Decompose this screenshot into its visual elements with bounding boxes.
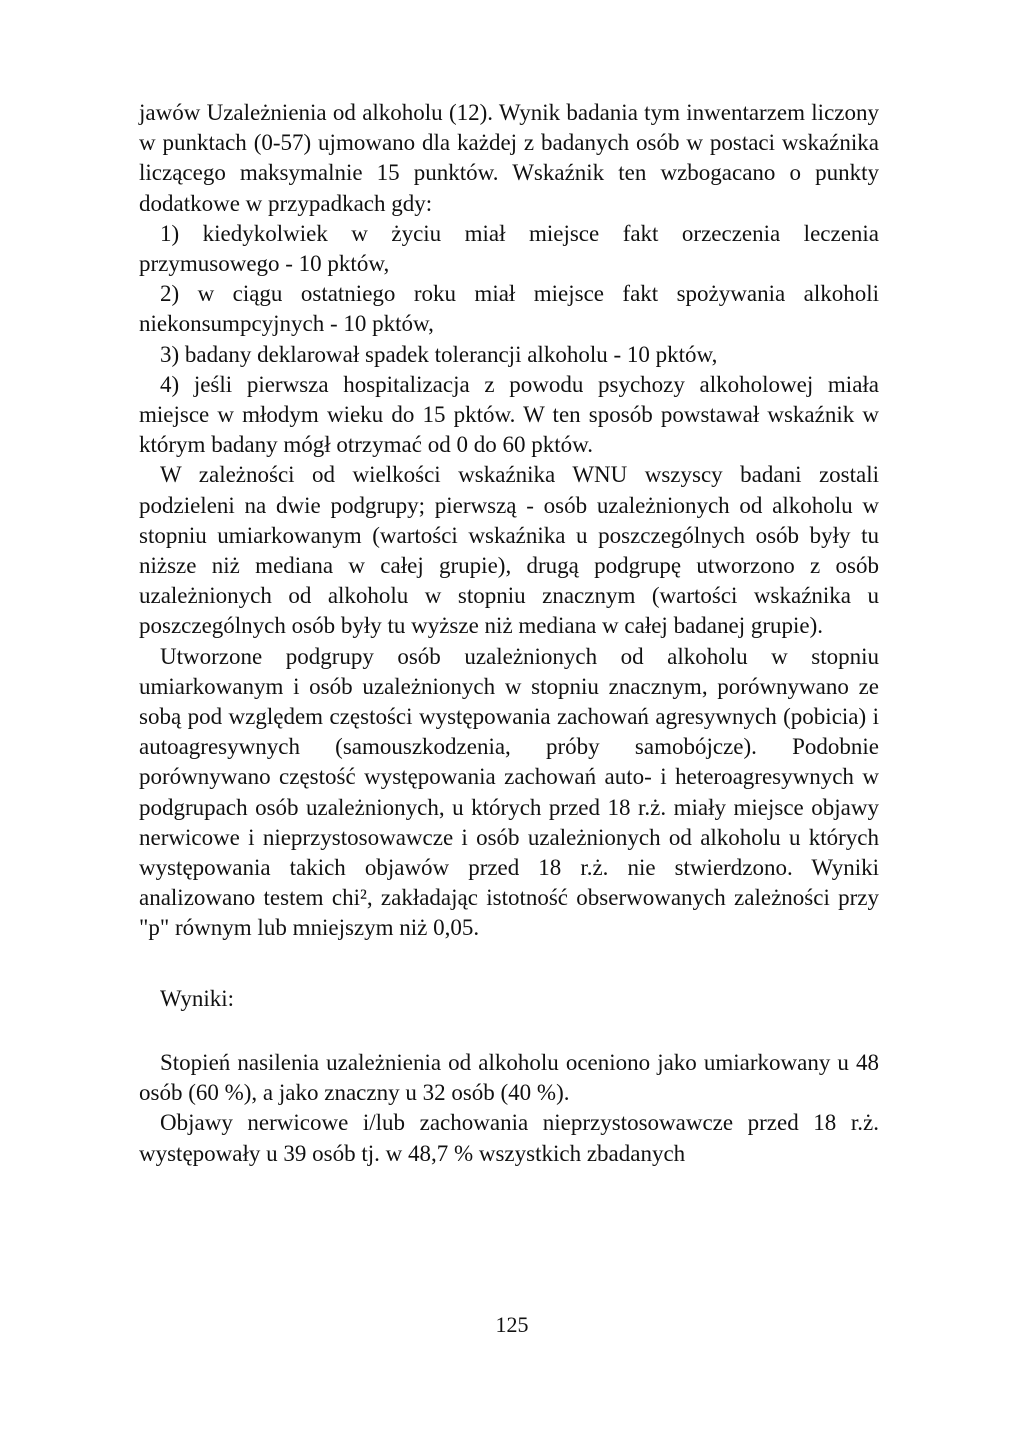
paragraph-results-severity: Stopień nasilenia uzależnienia od alkoholu oceniono jako umiarkowany u 48 osób (60 %), a jako znaczny u 32 osób (40 %). (139, 1049, 879, 1106)
paragraph-subgroups: W zależności od wielkości wskaźnika WNU wszyscy badani zostali podzieleni na dwie podgrupy; pierwszą - osób uzależnionych od alkoholu w stopniu umiarkowanym (wartości wskaźnika u poszczególnych osób były tu niższe niż mediana w całej grupie), drugą podgrupę utworzono z osób uzależnionych od alkoholu w stopniu znacznym (wartości wskaźnika u poszczególnych osób były tu wyższe niż mediana w całej badanej grupie). (139, 462, 879, 639)
page-number: 125 (495, 1312, 529, 1337)
section-heading-results: Wyniki: (160, 985, 234, 1011)
results-section (139, 1048, 879, 1169)
paragraph-methods: Utworzone podgrupy osób uzależnionych od alkoholu w stopniu umiarkowanym i osób uzależnionych w stopniu znacznym, porównywano ze sobą pod względem częstości występowania zachowań agresywnych (pobicia) i autoagresywnych (samouszkodzenia, próby samobójcze). Podobnie porównywano częstość występowania zachowań auto- i heteroagresywnych w podgrupach osób uzależnionych, u których przed 18 r.ż. miały miejsce objawy nerwicowe i nieprzystosowawcze i osób uzależnionych od alkoholu u których występowania takich objawów przed 18 r.ż. nie stwierdzono. Wyniki analizowano testem chi², zakładając istotność obserwowanych zależności przy "p" równym lub mniejszym niż 0,05. (139, 643, 879, 941)
paragraph-results-symptoms: Objawy nerwicowe i/lub zachowania nieprzystosowawcze przed 18 r.ż. występowały u 39 osób tj. w 48,7 % wszystkich zbadanych (139, 1110, 879, 1166)
paragraph-continuation: jawów Uzależnienia od alkoholu (12). Wynik badania tym inwentarzem liczony w punktach (0-57) ujmowano dla każdej z badanych osób w postaci wskaźnika liczącego maksymalnie 15 punktów. Wskaźnik ten wzbogacano o punkty dodatkowe w przypadkach gdy: (139, 100, 879, 216)
list-item-4: 4) jeśli pierwsza hospitalizacja z powodu psychozy alkoholowej miała miejsce w młodym wieku do 15 pktów. W ten sposób powstawał wskaźnik w którym badany mógł otrzymać od 0 do 60 pktów. (139, 371, 879, 458)
list-item-2: 2) w ciągu ostatniego roku miał miejsce fakt spożywania alkoholi niekonsumpcyjnych - 10 pktów, (139, 281, 879, 337)
text-column (139, 98, 879, 1169)
list-item-1: 1) kiedykolwiek w życiu miał miejsce fakt orzeczenia leczenia przymusowego - 10 pktów, (139, 220, 879, 277)
list-item-3: 3) badany deklarował spadek tolerancji alkoholu - 10 pktów, (160, 341, 718, 367)
